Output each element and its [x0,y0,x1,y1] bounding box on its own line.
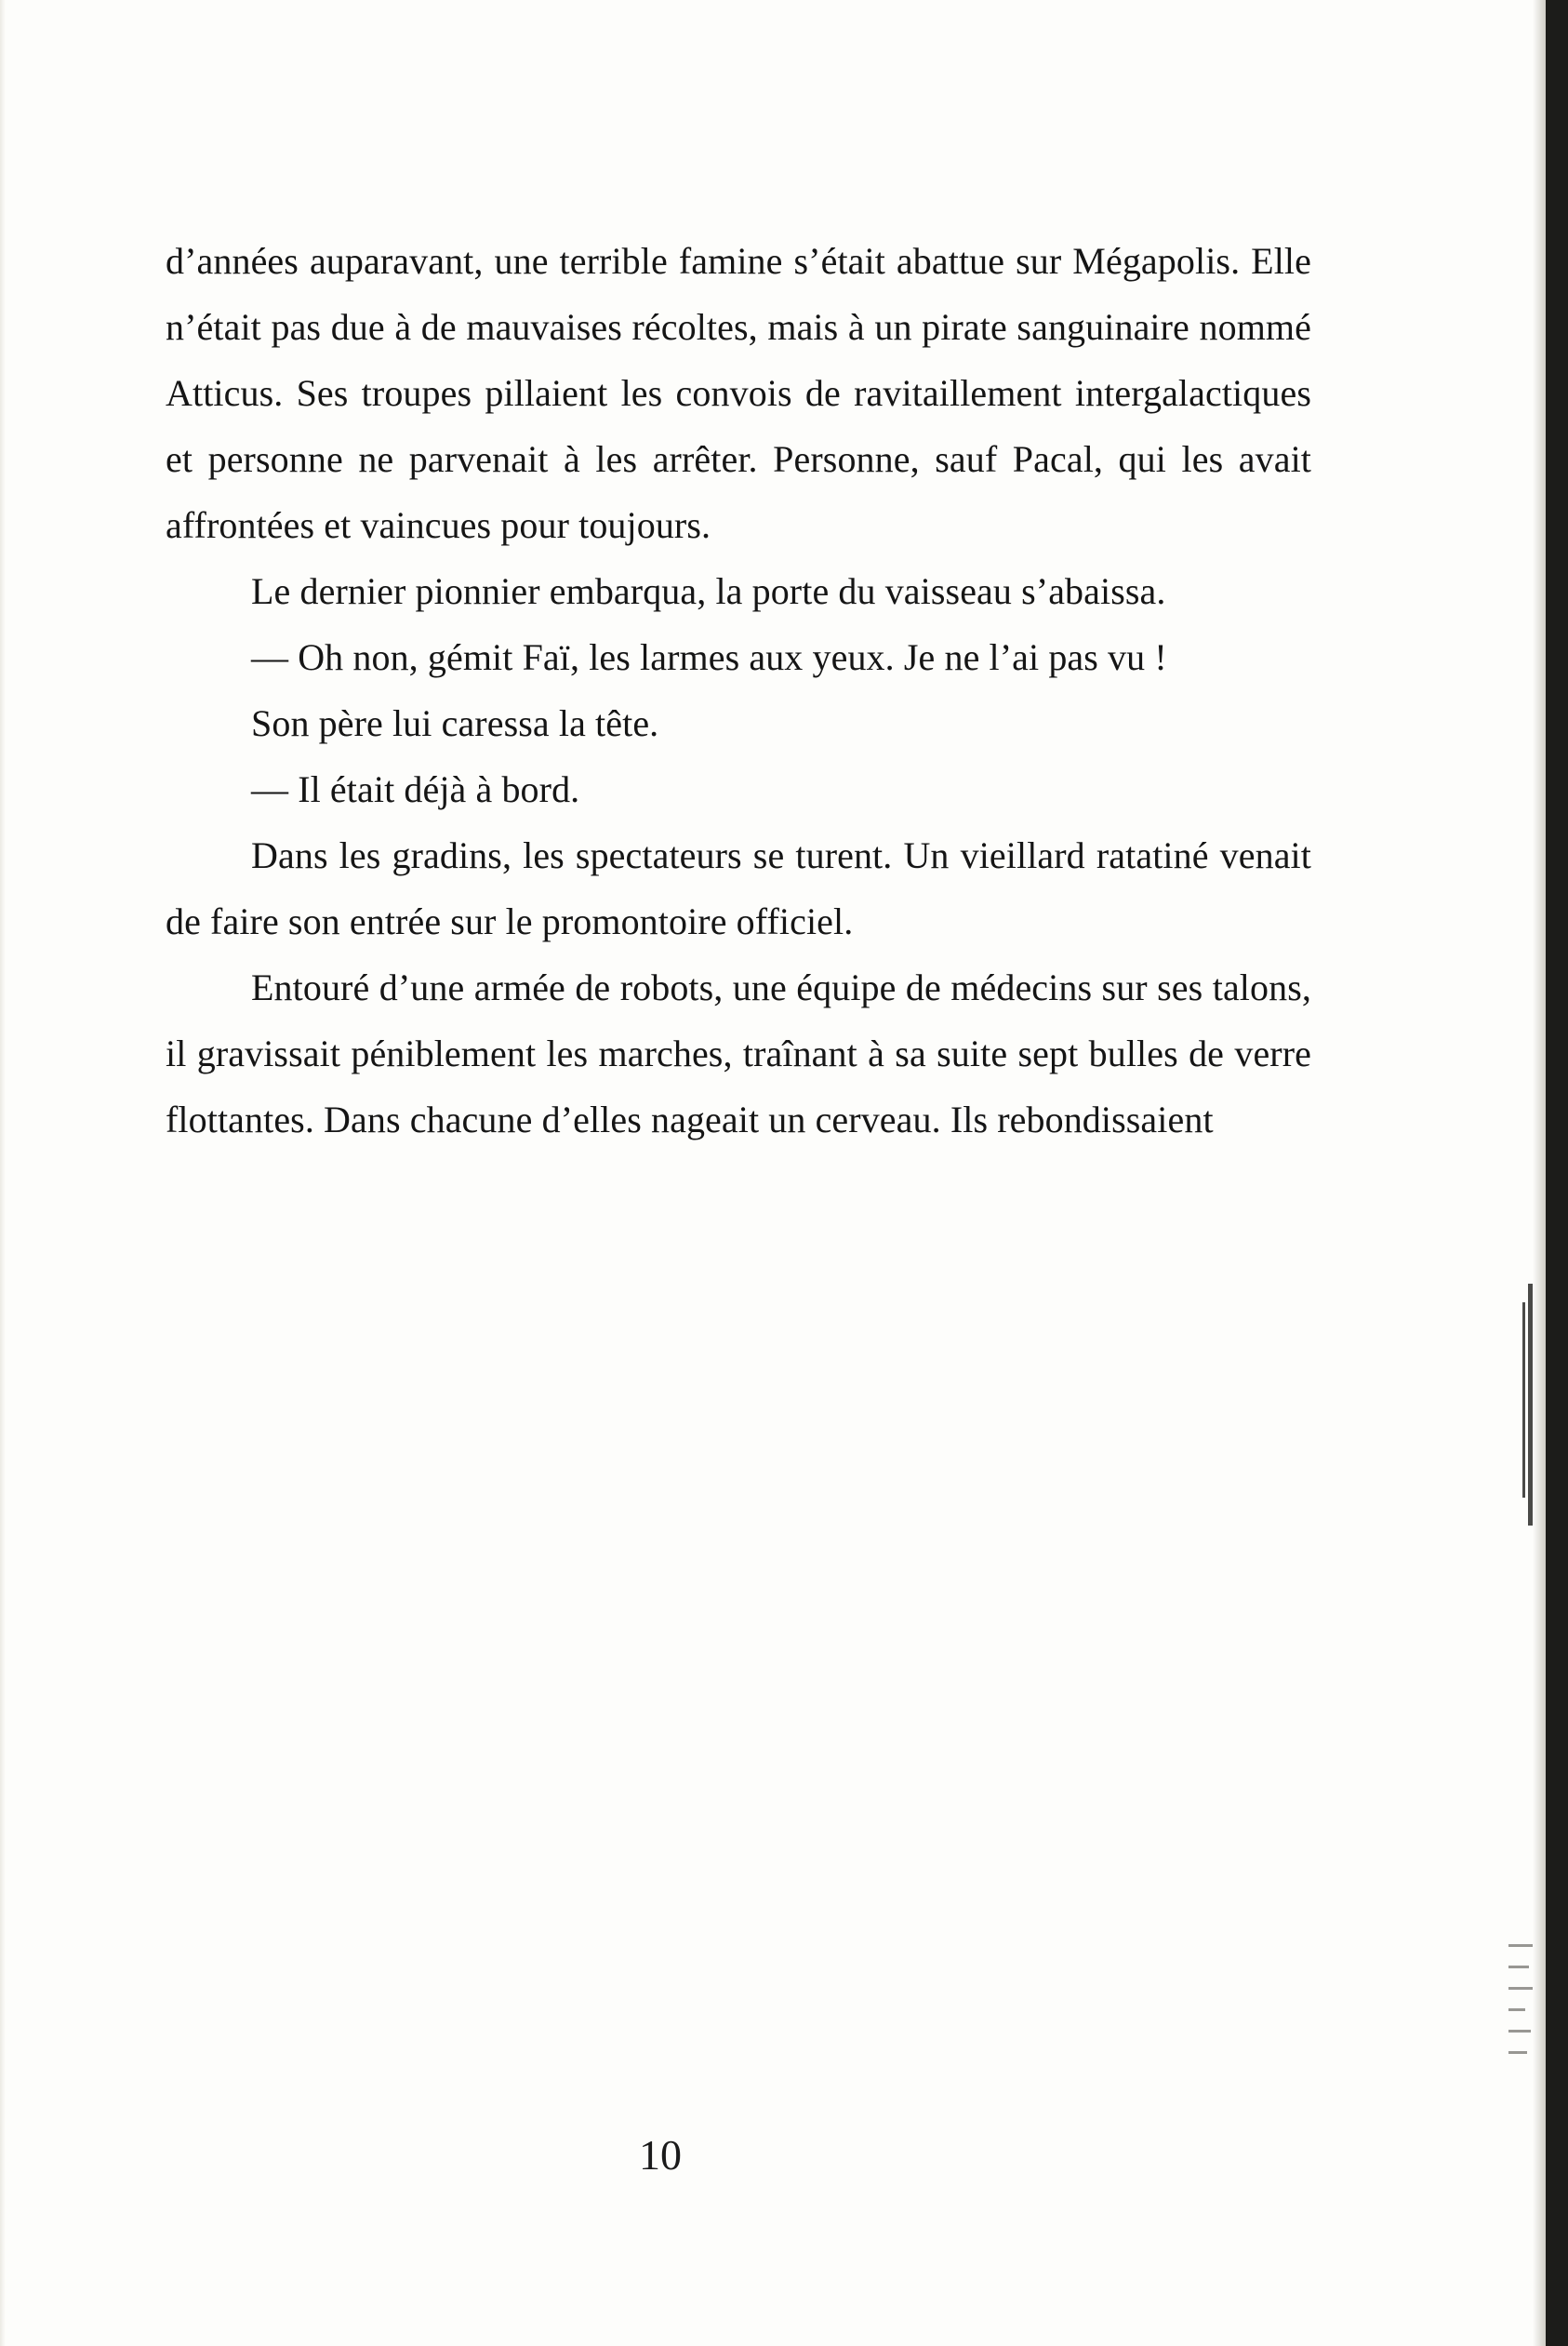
paragraph: d’années auparavant, une terrible famine s’était abattue sur Mégapolis. Elle n’était pas due à de mauvaises récoltes, mais à un pirate sanguinaire nommé Atticus. Ses troupes pillaient les convois de ravitaillement intergalactiques et personne ne parvenait à les arrêter. Personne, sauf Pacal, qui les avait affrontées et vaincues pour toujours. [166,240,1311,546]
page-left-edge-shadow [0,0,6,2346]
paragraph: Le dernier pionnier embarqua, la porte du vaisseau s’abaissa. [251,570,1166,612]
paragraph: — Oh non, gémit Faï, les larmes aux yeux. Je ne l’ai pas vu ! [251,636,1167,678]
facing-page-fragment [1522,1302,1525,1498]
page-number: 10 [639,2131,682,2179]
paragraph: Son père lui caressa la tête. [251,702,659,744]
page-gutter-gradient [1533,0,1546,2346]
paragraph: — Il était déjà à bord. [251,768,580,810]
book-spine-edge [1546,0,1568,2346]
page-text-block [166,228,1311,1153]
paragraph: Entouré d’une armée de robots, une équipe de médecins sur ses talons, il gravissait péniblement les marches, traînant à sa suite sept bulles de verre flottantes. Dans chacune d’elles nageait un cerveau. Ils rebondissaient [166,966,1311,1140]
paragraph: Dans les gradins, les spectateurs se turent. Un vieillard ratatiné venait de faire son entrée sur le promontoire officiel. [166,834,1311,942]
